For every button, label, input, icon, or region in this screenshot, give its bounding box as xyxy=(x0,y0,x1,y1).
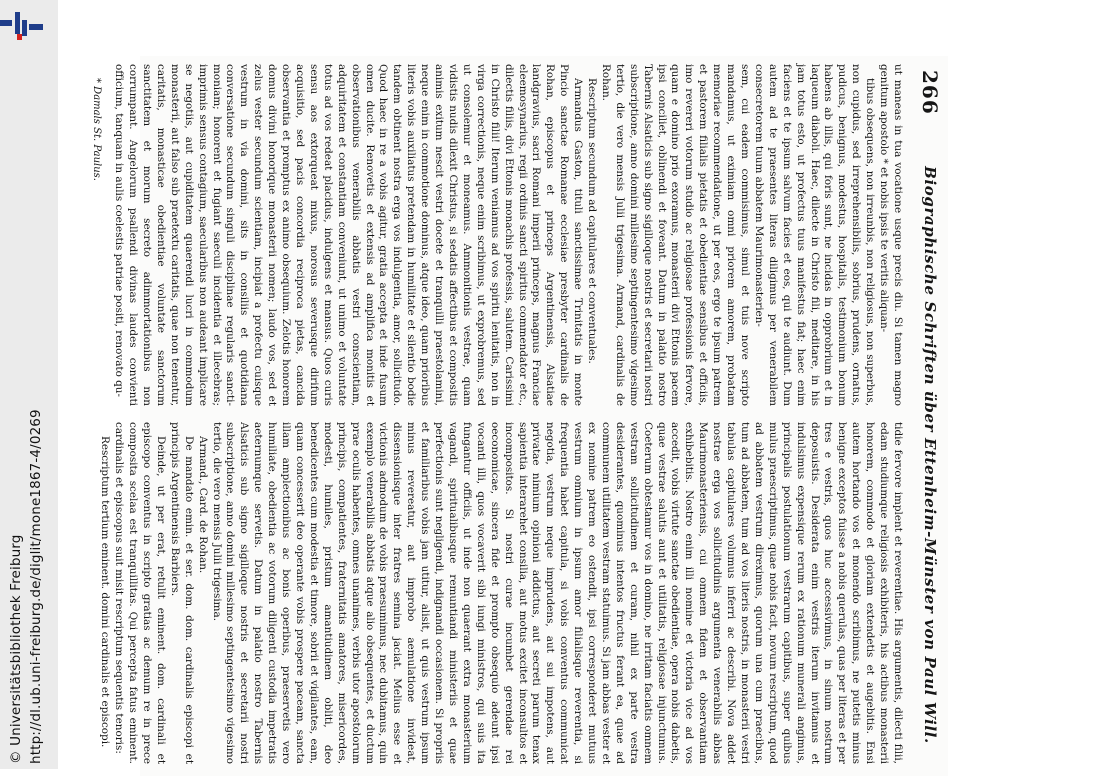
viewer-sidebar xyxy=(0,0,58,769)
section-heading: Rescriptum secundum ad capitulares et conventuales. xyxy=(586,78,599,364)
paragraph: Deinde, ut per erat, retulit eminent. dom. cardinali et episcopo conventus in scripto gratias ac demum re in prece composita scelaa est tranquillitas. Qui percepta fatus eminent. cardinalis et episcopus suit misit rescriptum sequentis tenoris: xyxy=(113,422,167,764)
paragraph: tibus obsequens, non irreunbis, non religiosus, non superbus, non cupidus, sed irreprehensibilis, sobrius, prudens, ornatus, pudicus, benignus, modestus, hospitalis, testimonium bonum habens ab illis, qui foris sunt, ne incidas in opprobrium et in laqueum diaboli. Haec, dilecte in Christo fili, meditare, in his jam totus esto, ut profectus tuus manifestus fiat; haec enim faciens et te ipsum salvum facies et eos, qui te audiunt. Dum autem ad te praesentes literas diligimus per venerabilem consecretorem tuum abbatem Maurimonasterien- xyxy=(752,64,877,406)
scanned-page xyxy=(91,56,948,776)
page-url[interactable]: http://dl.ub.uni-freiburg.de/diglit/mone1867-4/0269 xyxy=(28,409,44,764)
paragraph: ut maneas in tua vocatione usque precis diu. Si tamen magno genitum apostolo * et nobis ipsis te veritis aliquan- xyxy=(878,64,904,406)
text-column-left xyxy=(91,64,904,406)
paragraph: sem, cui eadem commisimus, simul et tuis nove scripto mandamus, ut eximiam omni priorem amorem, probatam memoriae recommendatione, ut per eos, ergo te ipsum patrem et pastorem filialis pietatis et obedientiae sensibus et officiis, imo revereri votorum studio ac religiosae professionis fervore, quam e domino prio exoramus, monasterii divi Ettonis pacem ipsi conciliet, oblinendi et foveant. Datum in palatio nostro Tabernis Alsaticis sub signo sigilloque nostris et secretarii nostri subscriptione, anno domini millesimo septingentesimo vigesimo tertio, die vero mensis Julii trigesima. Armand, cardinalis de Rohan. xyxy=(599,64,752,406)
page-header xyxy=(912,70,942,770)
signature-line: Armand., Card. de Rohan. xyxy=(196,436,209,574)
paragraph: tidie fervore implent et reverentiae. His argumentis, dilecti filii, edam studiumque religiosis exhibiteris, his actibus monasterii honorem, commodo et gloriam extendetis et augebitis. Ensi autem hortando vos et monendo scribimus, ne putetis minus benigne exceptos fuisse a nobis querulas, quas per literas et per tres e vestris, quos huc accessivimus, in sinum nostrum deposuistis. Desiderata enim vestris iterum invitamus et indulsimus expensique rerum ex rationum munerali angimus, principalis postulationum vestrarum capitibus, super quibus mulus praescriptimus, quae nobis facit, novum rescriptum, quod ad abbatem vestrum direximus, quorum una cum praecibus, tum ad abbatem, tum ad vos literis nostris, in monasterii vestri tabulas capitulares volumus inferri ac describi. Nova addet nostrae erga vos sollicitudinis argumenta venerabilis abbas Maurimonasteriensis, cui omnem fidem et observantiam exhibebitis. Nostro enim illi nomine et victoria vice ad vos accedit, vobis virtute sanctae obedientiae, opera nobis dabetis, quae vestrae salutis aunt et utilitatis, religiosae injunctumus. Coeterum obtestamur vos in domino, ne irritam faciatis omnem vestram sollicitudinem et curam, nihil ex parte vestra desiderantes, quominus intentos fructus ferant ea, quae ad communem utilitatem vestram statuimus. Si jam abbas vester et ex nomine patrem eo ostendit, ipsi corresponderet mutuus vestrum omnium in ipsum amor filialisque reverentia, si frequentia habet capitula, si vobis conventus communicat negotia, vestrum neque imprudens, aut sui impotens, aut privatae nimium opinioni addictus, aut secreti parum tenax sapientia interarehet consilia, aut motus excitet inconsultos et incompositos. Si nostri curae incumbet gerendae rei oeconomicae, sincera fide et prompto obsequio adeunt ipsi vocanti illi, quos vocaverit sibi iungi ministros, qui suis ita fungantur officiis, ut inde non quaerant extra monasterium vagandi, spiritualibusque remuntiandi ministeriis et quae perfectionis sunt negligendi, indignandi occasionem. Si propriis et familiaribus vobis jam utitur, alisit, ut quis vestrum ipsum minus revereatur, aut improbo aemulatione invideat, dissensionisque inter fratres semina jaciat. Melius esse et victionis admodum de vobis praesumimus, nec dubitamus, quin exemplo venerabilis abbatis atque alio obsequentes, et ductum prae oculis habentes, omnes unanimes, verbis utor apostolorum principis, compatientes, fraternitatis amatores, misericordes, modesti, humiles, pristum amantiudinem obliti, deo benedicentes cum modestia et timore, sobrii et vigilantes, eam, quam concesserit deo operante vobis prospere paceam, sancta illam amplectionibus ac bonis operibus, praeservetis vero humiliate, obedientia ac votorum diligenti custodia impetratis aeternumque servetis. Datum in palatio nostro Tabernis Alsaticis sub signo sigilloque nostris et secretarii nostri subscriptione, anno domini millesimo septingentesimo vigesimo tertio, die vero mensis Julii trigesima. xyxy=(210,422,904,764)
running-title: Biographische Schriften über Ettenheim-Münster von Paul Will. xyxy=(921,166,939,744)
paragraph: De mandato emin. et ser. dom. dom. cardinalis episcopi et principis Argentinensis Barbiers. xyxy=(168,422,195,764)
page-number: 266 xyxy=(918,70,942,115)
footnote: * Damals St. Paulus. xyxy=(91,78,103,181)
section-heading: Rescriptum tertium eminent. domini cardinalis et episcopi. xyxy=(99,436,112,748)
text-column-right xyxy=(99,422,904,764)
university-logo-icon xyxy=(0,10,44,40)
paragraph: Armandus Gaston, tituli sanctissimae Trinitatis in monte Pincio sanctae Romanae ecclesiae presbyter cardinalis de Rohan, episcopus et princeps Argentinensis, Alsatiae landgravius, sacri Romani imperii princeps, magnus Franciae eleemosynarius, regii ordinis sancti spiritus commendator etc., dilectis filiis, divi Ettonis monachis professis, salutem. Carissimi in Christo filii! Iterum veniamus ad vos spiritu lenitatis, non in virga correctionis, neque enim scribimus, ut exprobremus, sed ut consolemur et moneamus. Ammonitionis vestrae, quam vidistis nudis dilexit Christus, si sedatis affectibus et compositis animis exitum nescit vestri docete et tranquilli praestolamini, neque enim in commotione dominus, atque ideo, quam prioribus literis vobis auxiliatus pretendam in humilitate et silentio bodie tandem obtinent nostra erga vos indulgentia, amor, sollicitudo. Quod haec in re a vobis agitur, gratia accepta et inde fusum omen ducite. Renovetis et extensis ad amplifica monitis et observationibus venerabilis abbatis vestri conscientiam, adquiritatem et constantiam conveniunt, ut unimo et voluntate totus ad vos redeat placidus, indulgens et mansus. Quos curis sensu aos extorqueat mixus, norosus severusque dirifum acquisitio, sed pacis concordia reciproca pietas, cancida observantia et promptus ex animo obsequium. Zelotis honorem domus divini honorique monasterii nomen; laudo vos, sed et zelus vester secundum scientiam, incipiat a profectu cuisque vestrum in via domini, sits in consiliis et quotidiana conversatione secundum singuli disciplinae regularis sancti-moniam; honorent et fugiant saeculi incidentia et illecebras; imprimis sensus contagium, saecularibus non audeant implicare se negotiis, aut cupiditatem quaerendi lucri in commodum monasterii, aut falso sub praetextu caritatis, quae non tenentur, caritatis, monasticae obedientiae voluntate sanctorum sanctitatem et morum secreto adimmortationibus non corrumpant. Angelorum psallendi divinas laudes convienti officium, tanquam in aulis coelestis patriae positi, renovato qu- xyxy=(113,64,585,406)
copyright-notice: © Universitätsbibliothek Freiburg xyxy=(8,534,24,764)
